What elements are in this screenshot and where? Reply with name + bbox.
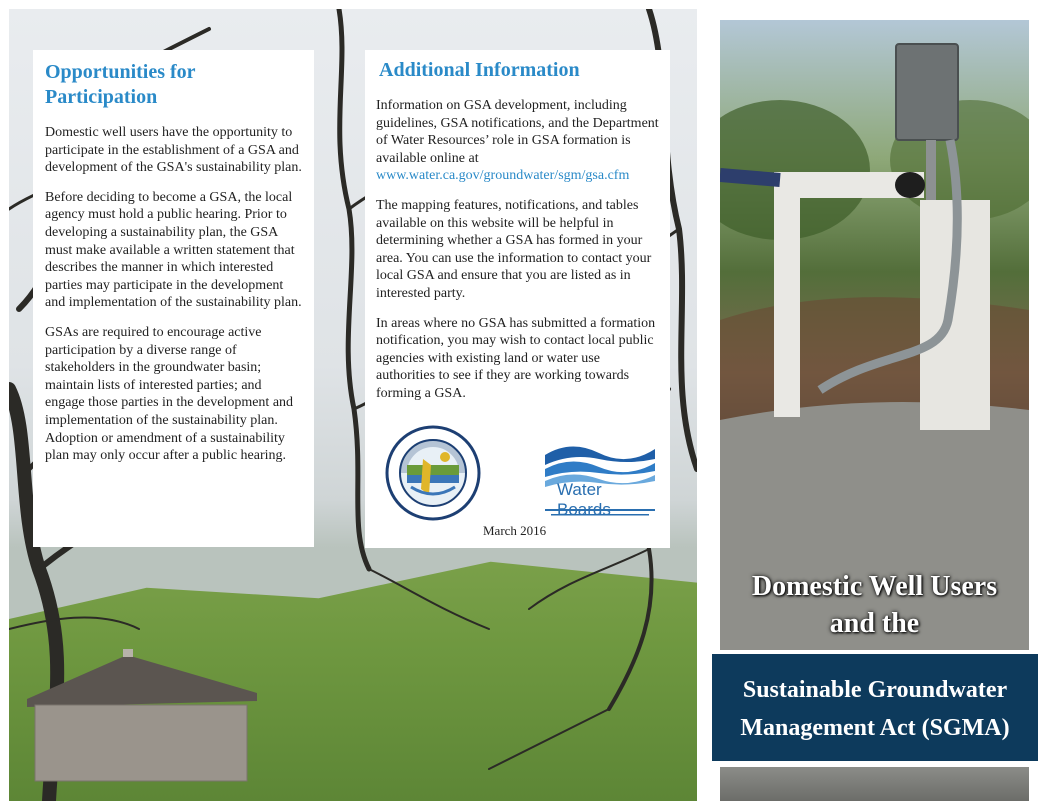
paragraph-no-gsa: In areas where no GSA has submitted a formation notification, you may wish to contact local public agencies with existing land or water use authorities to see if they are working towards forming a GSA. — [376, 315, 656, 401]
sgma-title-line-1: Sustainable Groundwater — [742, 677, 1008, 703]
heading-line-1: Opportunities for — [45, 61, 196, 83]
water-boards-label: Water Boards — [557, 480, 611, 519]
publication-date: March 2016 — [483, 523, 547, 538]
additional-information-heading: Additional Information — [379, 59, 580, 81]
opportunities-heading — [45, 60, 302, 110]
cover-title — [720, 568, 1029, 642]
gsa-website-link[interactable]: www.water.ca.gov/groundwater/sgm/gsa.cfm — [376, 168, 630, 184]
paragraph-opportunity: Domestic well users have the opportunity to participate in the establishment of a GSA and development of the GSA's sustainability plan. — [45, 125, 302, 176]
gsa-info-text: Information on GSA development, including guidelines, GSA notifications, and the Department of Water Resources’ role in GSA formation is available online at — [376, 98, 659, 166]
paragraph-participation: GSAs are required to encourage active participation by a diverse range of stakeholders in the groundwater basin; maintain lists of interested parties; and engage those parties in the development and implementation of the sustainability plan. Adoption or amendment of a sustainability plan may only occur after a public hearing. — [45, 324, 294, 464]
paragraph-gsa-info — [376, 97, 659, 185]
water-tank-shed — [27, 649, 257, 784]
sgma-title-line-2: Management Act (SGMA) — [740, 715, 1010, 741]
gravel-strip — [720, 767, 1029, 801]
sgma-title-box — [712, 654, 1038, 761]
additional-information-panel — [365, 50, 670, 548]
paragraph-mapping: The mapping features, notifications, and tables available on this website will be helpful in determining whether a GSA has formed in your area. You can use the information to contact your local GSA and ensure that you are listed as in interested party. — [376, 197, 652, 301]
paragraph-public-hearing: Before deciding to become a GSA, the local agency must hold a public hearing. Prior to developing a sustainability plan, the GSA must make available a written statement that describes the manner in which interested parties may participate in the development and implementation of the sustainability plan. — [45, 189, 302, 311]
cover-title-line-1: Domestic Well Users — [751, 571, 998, 602]
well-pump-illustration — [720, 20, 1029, 650]
cover-title-line-2: and the — [829, 608, 920, 639]
opportunities-panel — [33, 50, 314, 547]
dwr-seal-icon — [385, 425, 481, 521]
heading-line-2: Participation — [45, 86, 158, 108]
well-pump-photo — [720, 20, 1029, 650]
agency-logos — [381, 425, 651, 525]
